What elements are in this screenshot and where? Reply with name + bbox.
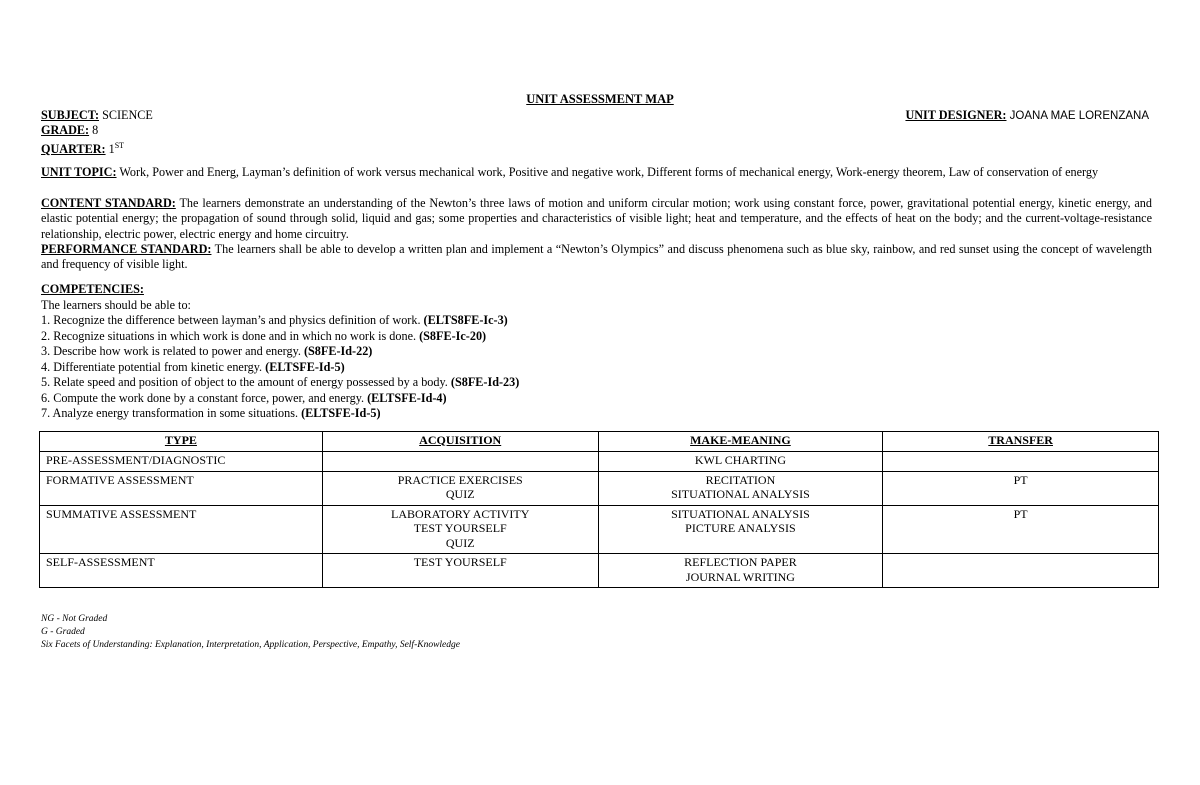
competency-text: 7. Analyze energy transformation in some situations. [41, 406, 302, 420]
competencies [41, 282, 1152, 422]
designer-value: JOANA MAE LORENZANA [1006, 110, 1149, 122]
cell-make-meaning [598, 554, 883, 588]
table-row [40, 471, 1159, 505]
quarter-suffix: ST [114, 141, 125, 150]
column-header-acquisition: ACQUISITION [322, 432, 598, 452]
column-header-type: TYPE [40, 432, 323, 452]
competency-code: (S8FE-Ic-20) [419, 328, 487, 343]
cell-acquisition [322, 505, 598, 554]
subject-line [41, 108, 153, 123]
quarter-value: 1 [105, 142, 115, 157]
performance-standard-text: The learners shall be able to develop a written plan and implement a “Newton’s Olympics” and discuss phenomena such as blue sky, rainbow, and red sunset using the concept of wavelength and frequency of visible light. [41, 242, 1152, 272]
cell-line: RECITATION [705, 472, 776, 487]
cell-line: SITUATIONAL ANALYSIS [671, 506, 810, 521]
content-standard-label: CONTENT STANDARD: [41, 196, 176, 210]
content-standard-text: The learners demonstrate an understanding of the Newton’s three laws of motion and uniform circular motion; work using constant force, power, gravitational potential energy, kinetic energy, and elastic potential energy; the propagation of sound through solid, liquid and gas; some properties and characteristics of visible light; heat and temperature, and the effects of heat on the body; and the current-voltage-resistance relationship, electric power, electric energy and home circuitry. [41, 196, 1152, 241]
competency-text: 2. Recognize situations in which work is done and in which no work is done. [41, 328, 420, 343]
cell-transfer [883, 451, 1159, 471]
quarter-label: QUARTER: [41, 142, 106, 157]
competency-text: 4. Differentiate potential from kinetic energy. [41, 359, 266, 374]
competencies-intro: The learners should be able to: [41, 297, 191, 312]
cell-line: PRACTICE EXERCISES [397, 472, 523, 487]
assessment-map-table [39, 431, 1159, 588]
cell-type: PRE-ASSESSMENT/DIAGNOSTIC [40, 451, 323, 471]
quarter-line [41, 138, 124, 157]
cell-transfer [883, 505, 1159, 554]
cell-make-meaning [598, 505, 883, 554]
competency-item [41, 406, 1152, 422]
cell-acquisition [322, 471, 598, 505]
subject-value: SCIENCE [99, 108, 153, 122]
cell-line: QUIZ [445, 535, 475, 550]
cell-line: JOURNAL WRITING [685, 569, 795, 584]
cell-line: LABORATORY ACTIVITY [391, 506, 530, 521]
cell-line: SITUATIONAL ANALYSIS [671, 487, 810, 501]
table-header-row [40, 432, 1159, 452]
performance-standard-label: PERFORMANCE STANDARD: [41, 242, 212, 256]
column-header-make-meaning: MAKE-MEANING [598, 432, 883, 452]
competency-code: (ELTSFE-Id-5) [265, 359, 345, 374]
cell-line: PT [1013, 472, 1028, 487]
performance-standard [41, 242, 1152, 273]
competency-item [41, 344, 1152, 360]
cell-line: TEST YOURSELF [413, 555, 507, 569]
cell-make-meaning [598, 471, 883, 505]
content-standard [41, 196, 1152, 242]
competencies-label: COMPETENCIES: [41, 282, 144, 296]
footnote-six-facets: Six Facets of Understanding: Explanation, Interpretation, Application, Perspective, Empathy, Self-Knowledge [41, 640, 460, 650]
cell-acquisition [322, 554, 598, 588]
cell-type: FORMATIVE ASSESSMENT [40, 471, 323, 505]
cell-make-meaning [598, 451, 883, 471]
cell-transfer [883, 471, 1159, 505]
competency-code: (S8FE-Id-22) [303, 344, 373, 358]
competency-text: 6. Compute the work done by a constant force, power, and energy. [41, 390, 368, 405]
unit-topic-label: UNIT TOPIC: [41, 165, 117, 179]
document-title: UNIT ASSESSMENT MAP [526, 92, 674, 106]
cell-type: SUMMATIVE ASSESSMENT [40, 505, 323, 554]
competency-code: (S8FE-Id-23) [450, 375, 520, 389]
competency-code: (ELTSFE-Id-5) [301, 406, 381, 420]
cell-transfer [883, 554, 1159, 588]
cell-line: REFLECTION PAPER [684, 555, 797, 569]
competency-item [41, 329, 1152, 345]
designer-label: UNIT DESIGNER: [905, 108, 1007, 122]
column-header-transfer: TRANSFER [883, 432, 1159, 452]
unit-topic [41, 165, 1152, 180]
subject-label: SUBJECT: [41, 108, 100, 122]
table-row [40, 451, 1159, 471]
competency-item [41, 360, 1152, 376]
unit-topic-text: Work, Power and Energ, Layman’s definition of work versus mechanical work, Positive and negative work, Different forms of mechanical energy, Work-energy theorem, Law of conservation of energy [116, 165, 1099, 179]
table-row [40, 505, 1159, 554]
competency-text: 3. Describe how work is related to power and energy. [41, 344, 304, 358]
table-row [40, 554, 1159, 588]
footnotes [41, 613, 460, 652]
grade-label: GRADE: [41, 123, 90, 137]
cell-line: QUIZ [445, 487, 475, 501]
cell-acquisition [322, 451, 598, 471]
competency-code: (ELTSFE-Id-4) [367, 390, 447, 405]
cell-line: KWL CHARTING [694, 452, 786, 467]
competency-text: 1. Recognize the difference between layman’s and physics definition of work. [41, 313, 424, 327]
footnote-g: G - Graded [41, 627, 85, 637]
footnote-ng: NG - Not Graded [41, 614, 108, 624]
competency-item [41, 391, 1152, 407]
cell-line: PT [1013, 506, 1028, 521]
grade-line [41, 123, 98, 138]
cell-line: PICTURE ANALYSIS [685, 521, 796, 535]
grade-value: 8 [89, 123, 99, 137]
table-body [40, 451, 1159, 588]
cell-type: SELF-ASSESSMENT [40, 554, 323, 588]
competency-item [41, 375, 1152, 391]
cell-line: TEST YOURSELF [413, 521, 507, 535]
competency-code: (ELTS8FE-Ic-3) [423, 313, 508, 327]
competency-text: 5. Relate speed and position of object to the amount of energy possessed by a body. [41, 375, 451, 389]
unit-designer-line [905, 108, 1149, 123]
competency-item [41, 313, 1152, 329]
